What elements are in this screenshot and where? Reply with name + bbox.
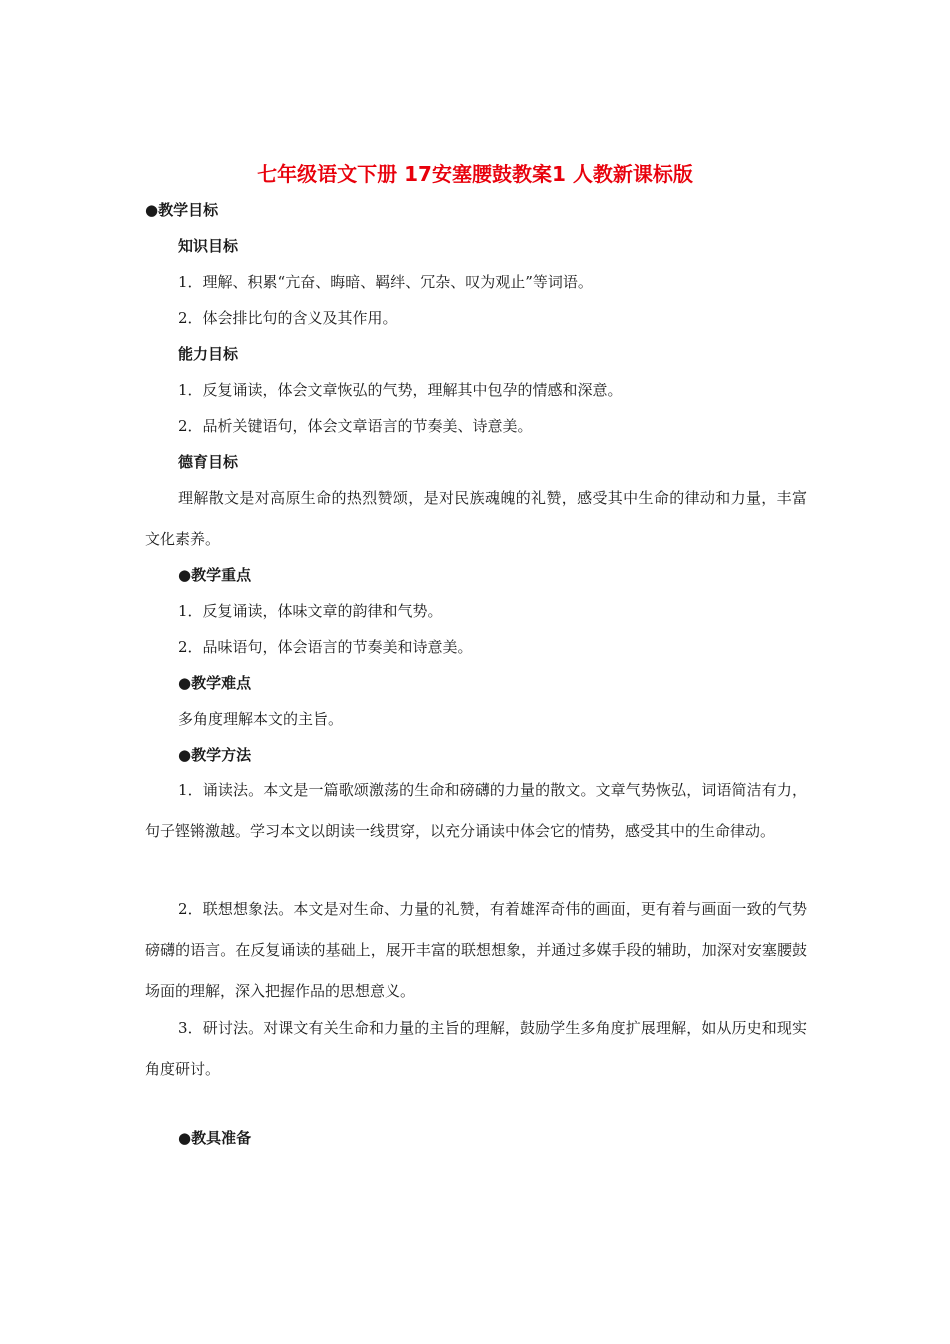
ability-item-1: 1．反复诵读，体会文章恢弘的气势，理解其中包孕的情感和深意。: [178, 381, 623, 399]
method-paragraph-3: 3．研讨法。对课文有关生命和力量的主旨的理解，鼓励学生多角度扩展理解，如从历史和现实角度研讨。: [145, 1019, 807, 1078]
heading-teaching-objectives: ●教学目标: [145, 201, 219, 219]
heading-teaching-methods: ●教学方法: [178, 746, 252, 764]
heading-teaching-tools: ●教具准备: [178, 1129, 252, 1147]
knowledge-item-2: 2．体会排比句的含义及其作用。: [178, 309, 398, 327]
method-paragraph-1: 1．诵读法。本文是一篇歌颂激荡的生命和磅礴的力量的散文。文章气势恢弘，词语简洁有力，句子铿锵激越。学习本文以朗读一线贯穿，以充分诵读中体会它的情势，感受其中的生命律动。: [145, 781, 807, 840]
document-title: 七年级语文下册 17安塞腰鼓教案1 人教新课标版: [257, 162, 693, 186]
heading-key-points: ●教学重点: [178, 566, 252, 584]
key-point-item-2: 2．品味语句，体会语言的节奏美和诗意美。: [178, 638, 473, 656]
ability-item-2: 2．品析关键语句，体会文章语言的节奏美、诗意美。: [178, 417, 533, 435]
difficulties-text: 多角度理解本文的主旨。: [178, 710, 344, 728]
moral-paragraph: 理解散文是对高原生命的热烈赞颂，是对民族魂魄的礼赞，感受其中生命的律动和力量，丰富文化素养。: [145, 489, 807, 548]
subheading-ability-objectives: 能力目标: [178, 345, 239, 363]
subheading-moral-objectives: 德育目标: [178, 453, 239, 471]
subheading-knowledge-objectives: 知识目标: [178, 237, 239, 255]
heading-difficulties: ●教学难点: [178, 674, 252, 692]
method-paragraph-2: 2．联想想象法。本文是对生命、力量的礼赞，有着雄浑奇伟的画面，更有着与画面一致的气势磅礴的语言。在反复诵读的基础上，展开丰富的联想想象，并通过多媒手段的辅助，加深对安塞腰鼓场面的理解，深入把握作品的思想意义。: [145, 900, 807, 1000]
key-point-item-1: 1．反复诵读，体味文章的韵律和气势。: [178, 602, 443, 620]
knowledge-item-1: 1．理解、积累“亢奋、晦暗、羁绊、冗杂、叹为观止”等词语。: [178, 273, 593, 291]
